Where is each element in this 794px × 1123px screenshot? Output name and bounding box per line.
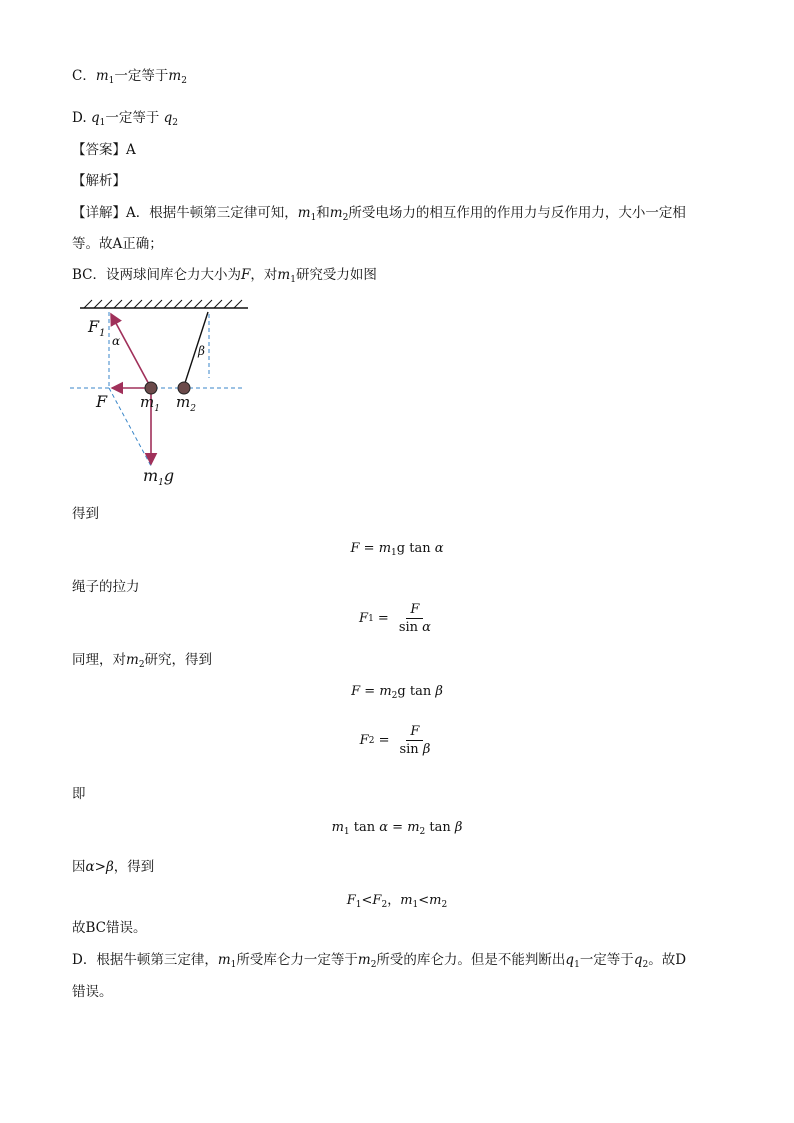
detail-a-line-1: 【详解】A．根据牛顿第三定律可知，$m_1$和$m_2$所受电场力的相互作用的作用力与反作用力，大小一定相 <box>72 205 686 223</box>
equation-3: $F = m_2g$ tan β <box>351 684 443 701</box>
equation-6: $F_1<F_2$，$m_1<m_2$ <box>346 893 448 910</box>
equation-2: F 1 = $\frac{F}{\text{sin α}}$ <box>359 602 431 635</box>
ji-line: 即 <box>72 786 86 802</box>
ceiling <box>80 300 248 308</box>
equation-4: F 2 = $\frac{F}{\text{sin β}}$ <box>359 724 431 757</box>
label-beta: β <box>198 344 205 358</box>
force-f1-arrow <box>111 314 151 388</box>
label-m2: $m_2$ <box>176 393 196 414</box>
force-diagram <box>66 294 256 494</box>
label-m1g: $m_1g$ <box>143 466 175 488</box>
label-f1: $F_1$ <box>88 317 106 339</box>
bc-intro: BC．设两球间库仑力大小为F，对$m_1$研究受力如图 <box>72 267 377 285</box>
label-alpha: α <box>112 334 121 348</box>
d-line-1: D．根据牛顿第三定律，$m_1$所受库仑力一定等于$m_2$所受的库仑力。但是不能判断出$q_1$一定等于$q_2$。故D <box>72 952 687 970</box>
equation-1: $F = m_1g$ tan α <box>350 541 444 558</box>
d-line-2: 错误。 <box>72 984 113 1000</box>
same-line: 同理，对$m_2$研究，得到 <box>72 652 213 670</box>
because-line: 因α>β，得到 <box>72 859 155 875</box>
bc-wrong-line: 故BC错误。 <box>72 920 147 936</box>
option-d: D. $q_1$一定等于 $q_2$ <box>72 110 179 128</box>
label-m1: $m_1$ <box>140 393 160 414</box>
rope-tension-line: 绳子的拉力 <box>72 579 140 595</box>
get-line-1: 得到 <box>72 506 99 522</box>
analysis-heading: 【解析】 <box>72 173 126 189</box>
label-f: F <box>96 392 108 411</box>
detail-a-line-2: 等。故A正确； <box>72 236 163 252</box>
option-c: C．$m_1$一定等于$m_2$ <box>72 68 187 86</box>
answer-line: 【答案】A <box>72 142 136 158</box>
equation-5: $m_1$ $\tan \alpha = m_2$ tan β <box>331 820 463 837</box>
